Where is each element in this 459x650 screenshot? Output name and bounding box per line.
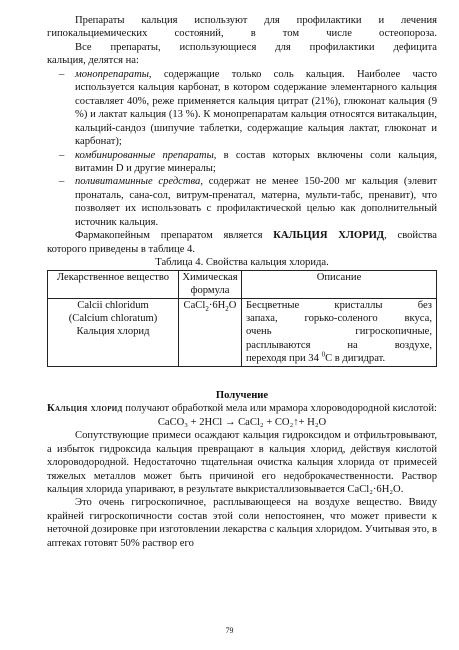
document-page (47, 14, 437, 550)
pharmacopoeia-paragraph (47, 229, 437, 256)
list-item (47, 175, 437, 229)
text-run: , свойства которого приведены в таблице 4. (47, 230, 437, 255)
list-dash: – (59, 176, 65, 188)
list-item (47, 149, 437, 176)
list-text: , содержащие только соль кальция. Наиболее часто используется кальция карбонат, в котором содержание элементарного кальция составляет 40%, реже применяется кальция цитрат (21%), глюконат кальция (9 %) и лактат кальция (13 %). К монопрепаратам кальция относятся витакальцин, кальций-сандоз (шипучие таблетки, содержащие кальция лактат, глюконат и карбонат); (75, 68, 437, 148)
paragraph-line: кальция, делятся на: (47, 55, 139, 67)
bold-term: КАЛЬЦИЯ ХЛОРИД (273, 230, 385, 242)
description-line: Бесцветные кристаллы без (246, 299, 432, 311)
degree-sup: 0 (321, 350, 326, 359)
text-run: Фармакопейным препаратом является (75, 230, 274, 242)
substance-name-latin: Calcii chloridum (77, 299, 149, 311)
substance-name-alt: (Calcium chloratum) (68, 312, 158, 324)
section-heading: Получение (215, 389, 269, 401)
list-dash: – (59, 149, 65, 161)
bold-term: Кальция хлорид (47, 403, 123, 415)
list-text: , в состав которых включены соли кальция, витамин D и другие минералы; (75, 149, 437, 174)
formula-part: ·6H (208, 299, 226, 311)
section-intro (47, 402, 437, 415)
table-caption: Таблица 4. Свойства кальция хлорида. (155, 257, 329, 269)
cell-description (242, 298, 437, 366)
cell-substance (48, 298, 179, 366)
formula-subscript: 2 (205, 304, 209, 313)
formula-part: CaCl (183, 299, 206, 311)
reaction-equation: CaCO₃ + 2HCl → CaCl₂ + CO₂↑+ H₂O (157, 416, 327, 428)
description-line: расплываются на воздухе, (246, 339, 432, 351)
description-line: запаха, горько-соленого вкуса, (246, 312, 432, 324)
formula-part: O (228, 299, 237, 311)
table-row (48, 298, 437, 366)
text-run: получают обработкой мела или мрамора хлороводородной кислотой: (122, 403, 437, 415)
section-paragraph: Сопутствующие примеси осаждают кальция гидроксидом и отфильтровывают, а избыток гидроксида кальция превращают в кальция хлорид, действуя кислотой хлороводородной. Недостаточно тщательная очистка кальция хлорида от примесей тяжелых металлов может быть причиной его недоброкачественности. Раствор кальция хлорида упаривают, в результате выкристаллизовывается CaCl₂·6H₂O. (47, 430, 437, 495)
list-term: поливитаминные средства, (75, 176, 204, 188)
list-term: монопрепараты (75, 68, 149, 80)
list-dash: – (59, 68, 65, 80)
cell-formula (179, 298, 242, 366)
text-run: С в дигидрат. (325, 353, 386, 365)
description-line (246, 352, 432, 365)
page-number: 79 (225, 626, 234, 635)
list-text: содержат не менее 150-200 мг кальция (элевит пронаталь, сана-сол, витрум-пренатал, матерна, мульти-табс, пренавит), что позволяет их использовать с профилактической целью как дополнительный источник кальция. (75, 176, 437, 228)
properties-table (47, 270, 437, 367)
header-description: Описание (242, 270, 437, 298)
paragraph-line: Все препараты, использующиеся для профилактики дефицита (75, 41, 437, 53)
table-header-row (48, 270, 437, 298)
list-item (47, 68, 437, 149)
substance-name-russian: Кальция хлорид (76, 326, 150, 338)
description-line: очень гигроскопичные, (246, 326, 432, 338)
text-run: переходя при 34 (246, 353, 322, 365)
paragraph-line: гипокальциемических состояний, в том числе остеопороза. (47, 28, 437, 40)
formula-subscript: 2 (225, 304, 229, 313)
header-formula: Химическая формула (179, 270, 242, 298)
header-substance: Лекарственное вещество (48, 270, 179, 298)
list-term: комбинированные препараты (75, 149, 214, 161)
section-paragraph: Это очень гигроскопичное, расплывающееся на воздухе вещество. Ввиду крайней гигроскопичности состав этой соли непостоянен, что может привести к неточной дозировке при изготовлении лекарства с кальция хлоридом. Учитывая это, в аптеках готовят 50% раствор его (47, 497, 437, 549)
paragraph-line: Препараты кальция используют для профилактики и лечения (75, 15, 437, 26)
